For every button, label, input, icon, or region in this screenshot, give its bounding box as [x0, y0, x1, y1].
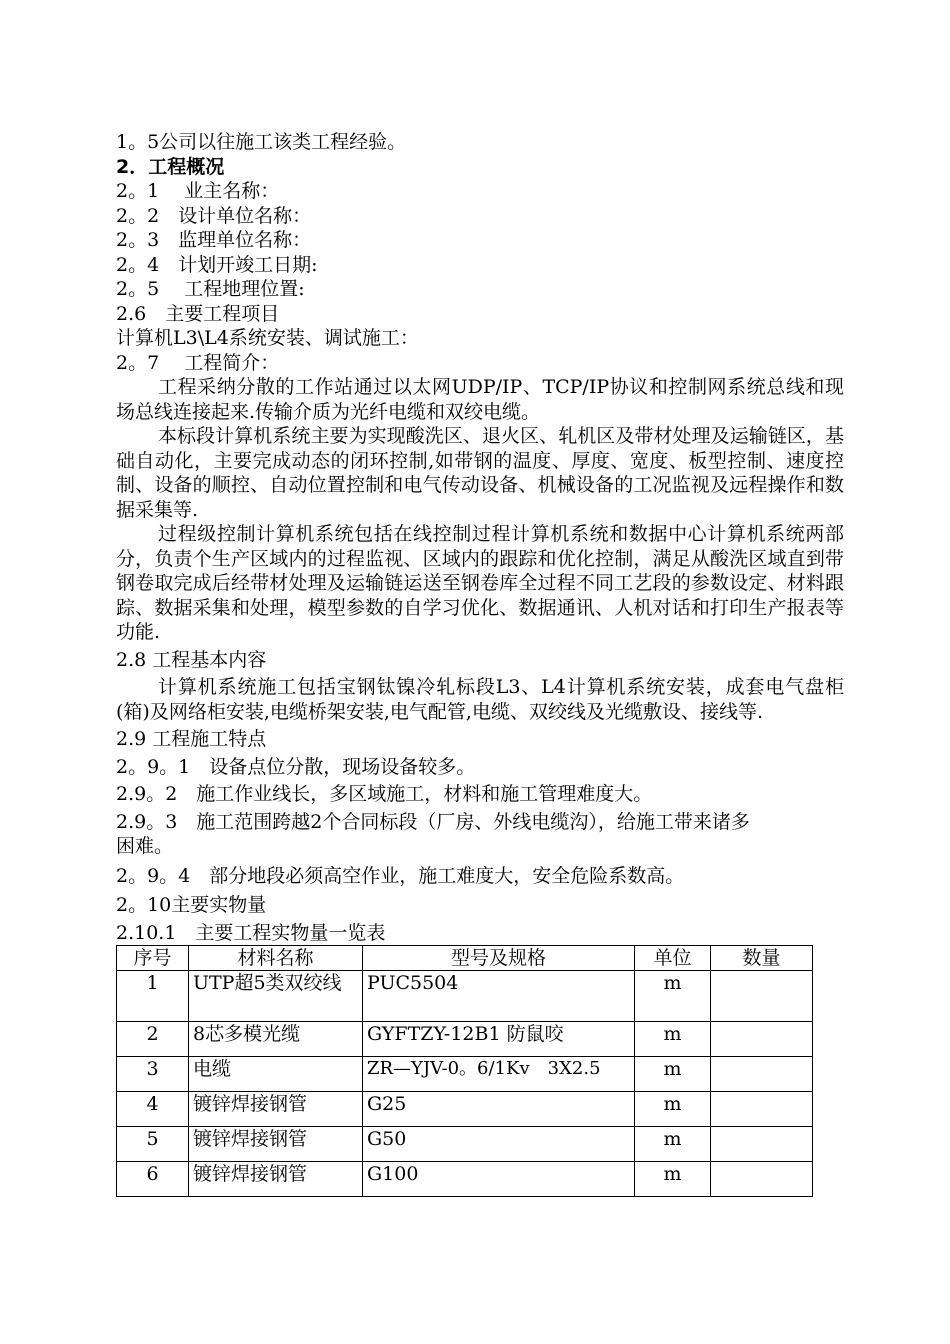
cell-unit: m — [635, 1092, 711, 1127]
text-line: 2.6 主要工程项目 — [116, 302, 280, 325]
text-line: 2.9 工程施工特点 — [116, 728, 267, 750]
cell-qty — [711, 1022, 813, 1057]
text-line: 2。9。1 设备点位分散，现场设备较多。 — [116, 755, 476, 778]
cell-spec: ZR—YJV-0。6/1Kv 3X2.5 — [363, 1057, 635, 1092]
text-line: 困难。 — [116, 835, 174, 857]
section-heading: 2．工程概况 — [116, 155, 225, 178]
cell-qty — [711, 1127, 813, 1162]
header-cell: 材料名称 — [189, 946, 363, 971]
cell-name: 镀锌焊接钢管 — [189, 1092, 363, 1127]
document-body — [116, 130, 846, 1197]
cell-no: 6 — [117, 1162, 189, 1197]
table-header-row — [117, 946, 813, 971]
header-cell: 数量 — [711, 946, 813, 971]
paragraph: 工程采纳分散的工作站通过以太网UDP/IP、TCP/IP协议和控制网系统总线和现场总线连接起来.传输介质为光纤电缆和双绞电缆。 — [116, 376, 844, 423]
header-cell: 单位 — [635, 946, 711, 971]
cell-unit: m — [635, 1127, 711, 1162]
cell-no: 1 — [117, 971, 189, 1022]
paragraph: 本标段计算机系统主要为实现酸洗区、退火区、轧机区及带材处理及运输链区，基础自动化，主要完成动态的闭环控制,如带钢的温度、厚度、宽度、板型控制、速度控制、设备的顺控、自动位置控制和电气传动设备、机械设备的工况监视及远程操作和数据采集等. — [116, 425, 844, 521]
table-row — [117, 1127, 813, 1162]
text-line: 2。4 计划开竣工日期: — [116, 253, 318, 276]
table-row — [117, 1022, 813, 1057]
paragraph: 计算机系统施工包括宝钢钛镍冷轧标段L3、L4计算机系统安装，成套电气盘柜(箱)及网络柜安装,电缆桥架安装,电气配管,电缆、双绞线及光缆敷设、接线等. — [116, 676, 844, 723]
text-line: 2.10.1 主要工程实物量一览表 — [116, 921, 386, 944]
cell-qty — [711, 1092, 813, 1127]
text-line: 2.9。3 施工范围跨越2个合同标段（厂房、外线电缆沟），给施工带来诸多 — [116, 810, 750, 833]
text-line: 2.8 工程基本内容 — [116, 648, 267, 671]
paragraph: 过程级控制计算机系统包括在线控制过程计算机系统和数据中心计算机系统两部分，负责个生产区域内的过程监视、区域内的跟踪和优化控制，满足从酸洗区域直到带钢卷取完成后经带材处理及运输链运送至钢卷库全过程不同工艺段的参数设定、材料跟踪、数据采集和处理，模型参数的自学习优化、数据通讯、人机对话和打印生产报表等功能. — [116, 523, 844, 643]
cell-no: 4 — [117, 1092, 189, 1127]
table-row — [117, 971, 813, 1022]
cell-no: 5 — [117, 1127, 189, 1162]
cell-name: 8芯多模光缆 — [189, 1022, 363, 1057]
text-line: 2。3 监理单位名称： — [116, 229, 312, 251]
cell-qty — [711, 1162, 813, 1197]
cell-spec: GYFTZY-12B1 防鼠咬 — [363, 1022, 635, 1057]
cell-unit: m — [635, 1057, 711, 1092]
text-line: 2。7 工程简介： — [116, 351, 280, 374]
cell-name: 镀锌焊接钢管 — [189, 1162, 363, 1197]
text-line: 2.9。2 施工作业线长，多区域施工，材料和施工管理难度大。 — [116, 783, 653, 805]
cell-unit: m — [635, 1162, 711, 1197]
table-row — [117, 1092, 813, 1127]
materials-table — [116, 945, 813, 1197]
text-line: 2。10主要实物量 — [116, 894, 267, 916]
text-line: 计算机L3\L4系统安装、调试施工： — [116, 327, 419, 349]
cell-qty — [711, 1057, 813, 1092]
cell-unit: m — [635, 971, 711, 1022]
table-row — [117, 1057, 813, 1092]
cell-no: 2 — [117, 1022, 189, 1057]
header-cell: 序号 — [117, 946, 189, 971]
cell-name: 镀锌焊接钢管 — [189, 1127, 363, 1162]
cell-no: 3 — [117, 1057, 189, 1092]
cell-name: UTP超5类双绞线 — [189, 971, 363, 1022]
cell-spec: G25 — [363, 1092, 635, 1127]
cell-spec: PUC5504 — [363, 971, 635, 1022]
cell-unit: m — [635, 1022, 711, 1057]
cell-qty — [711, 971, 813, 1022]
text-line: 2。2 设计单位名称： — [116, 204, 312, 227]
text-line: 1。5公司以往施工该类工程经验。 — [116, 131, 407, 153]
cell-spec: G50 — [363, 1127, 635, 1162]
text-line: 2。9。4 部分地段必须高空作业，施工难度大，安全危险系数高。 — [116, 864, 685, 887]
text-line: 2。1 业主名称： — [116, 180, 280, 202]
cell-name: 电缆 — [189, 1057, 363, 1092]
cell-spec: G100 — [363, 1162, 635, 1197]
header-cell: 型号及规格 — [363, 946, 635, 971]
table-row — [117, 1162, 813, 1197]
text-line: 2。5 工程地理位置: — [116, 278, 305, 300]
